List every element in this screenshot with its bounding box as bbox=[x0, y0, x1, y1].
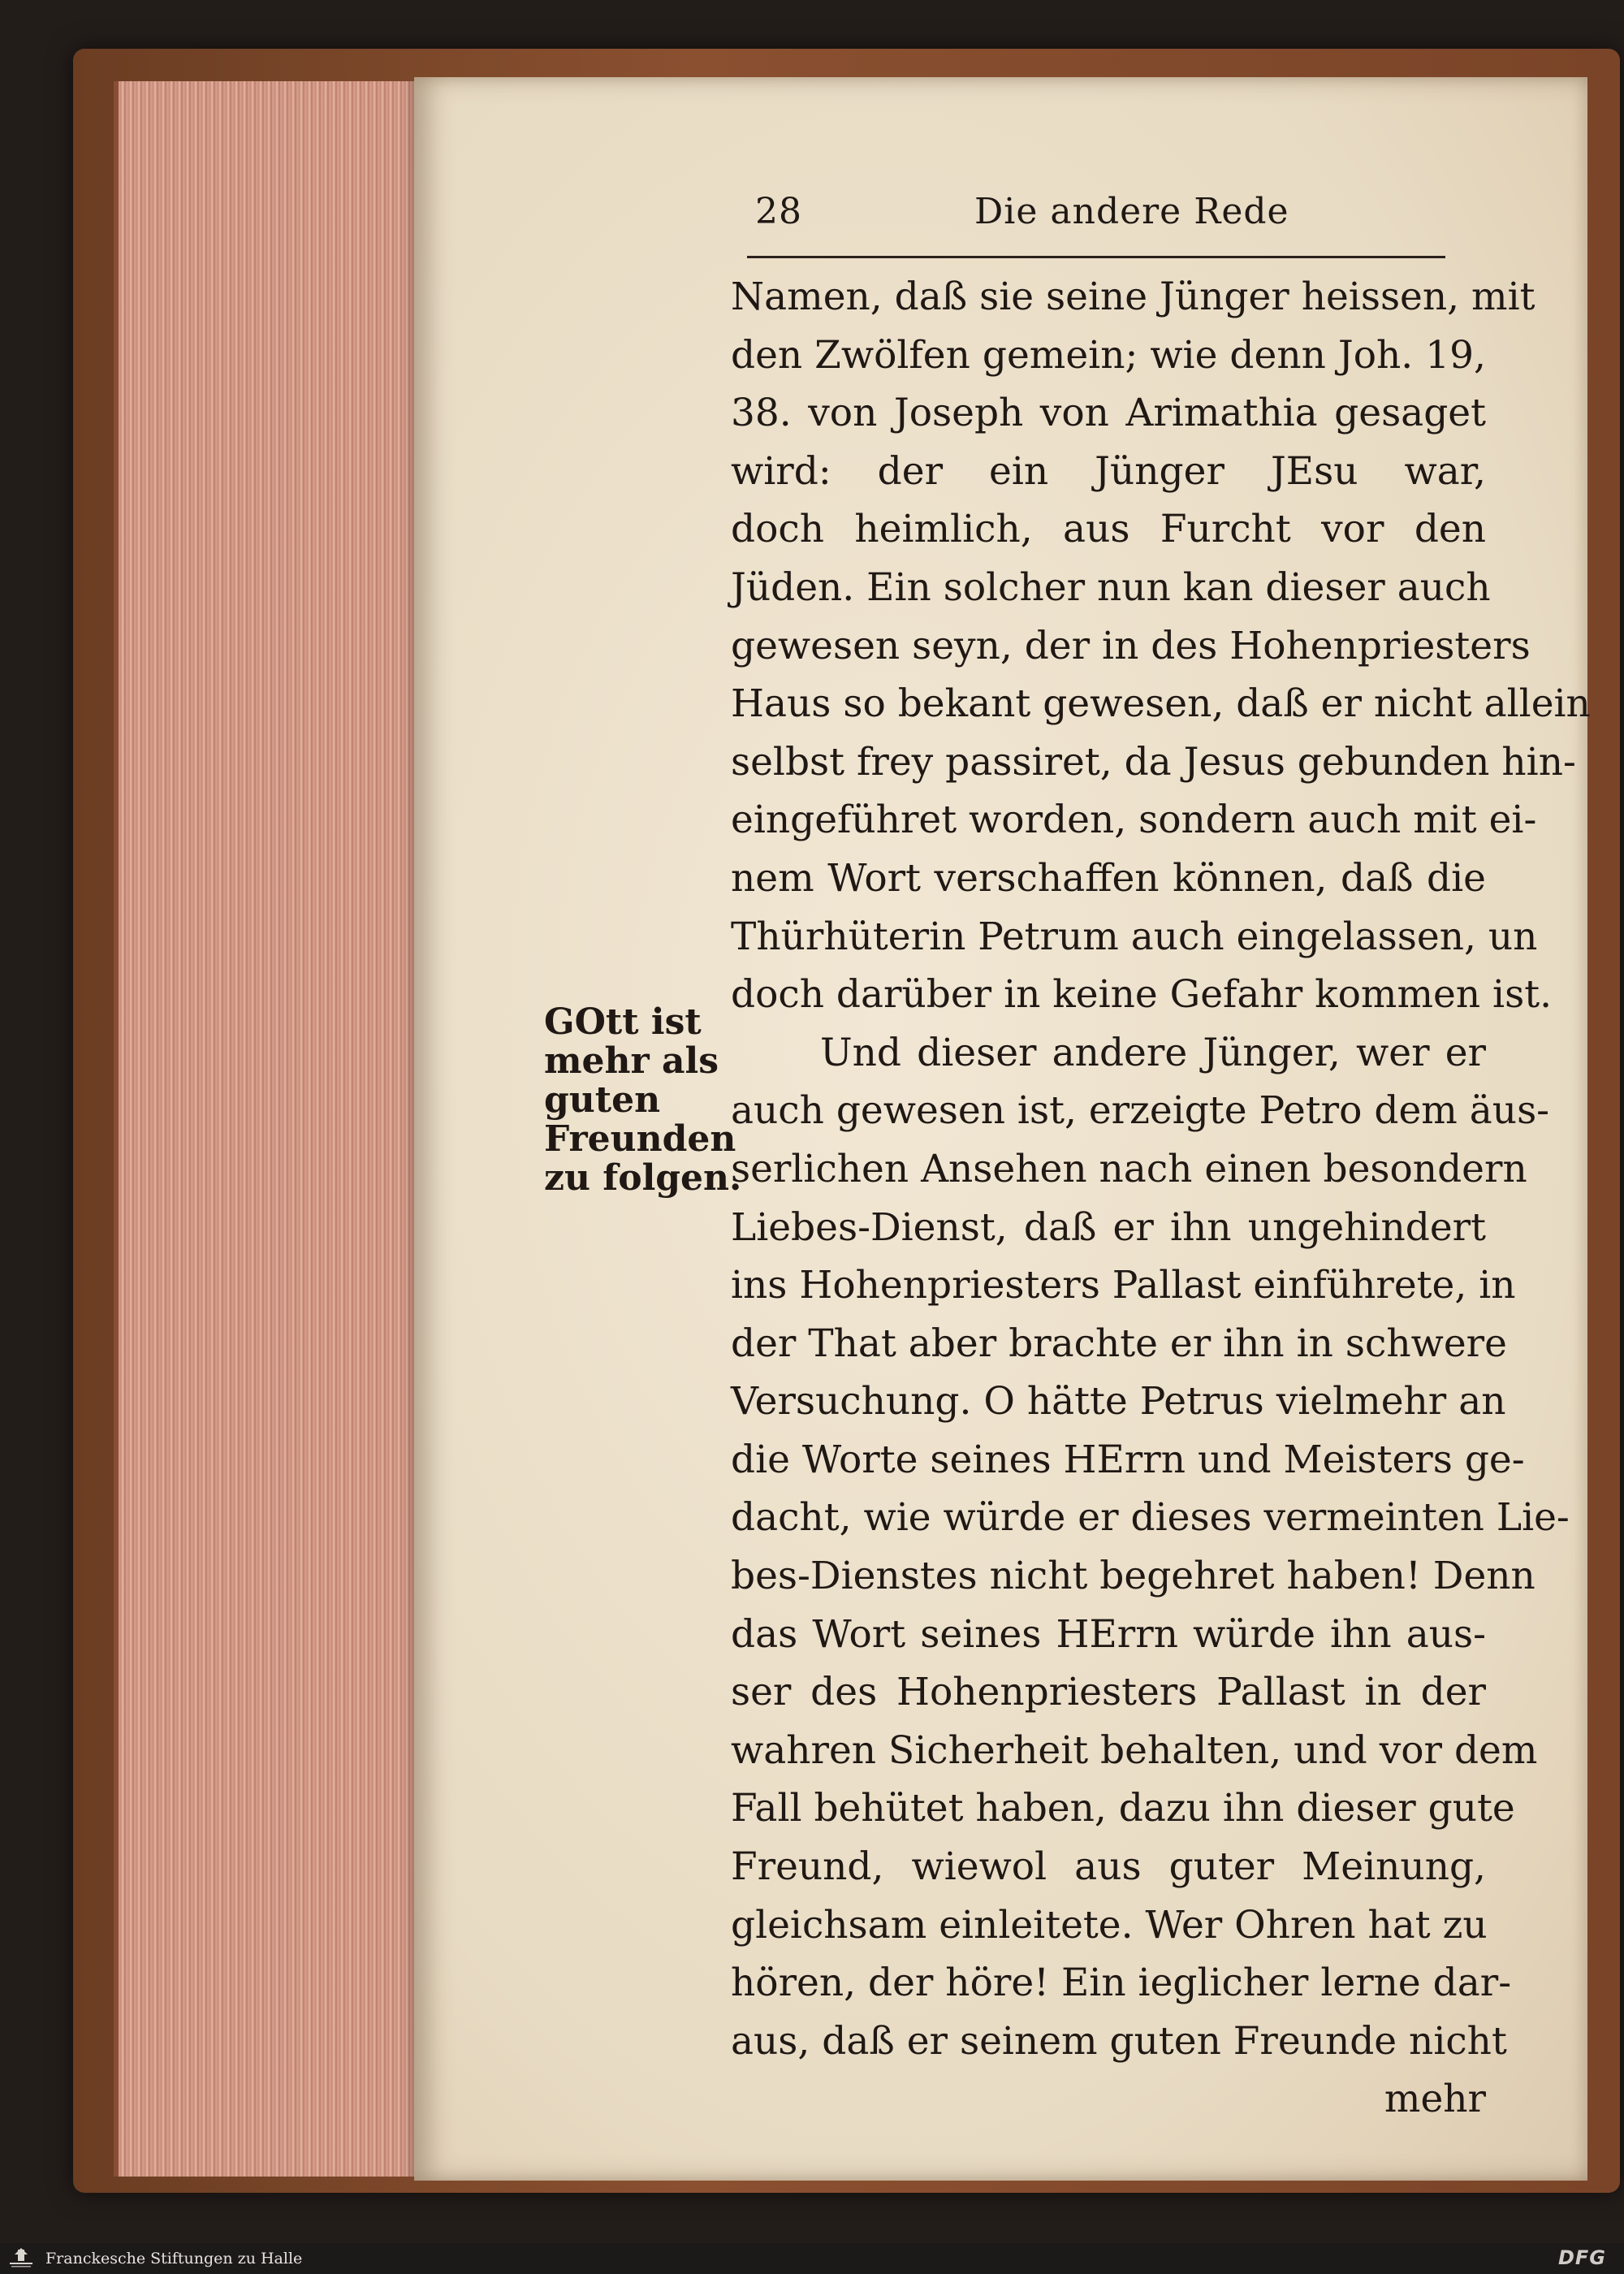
text-line: wahren Sicherheit behalten, und vor dem bbox=[731, 1727, 1538, 1773]
marginal-note-line: mehr als bbox=[544, 1040, 719, 1082]
library-footer bbox=[0, 2243, 1624, 2274]
text-line: Fall behütet haben, dazu ihn dieser gute bbox=[731, 1786, 1515, 1831]
text-line: Freund, wiewol aus guter Meinung, bbox=[731, 1844, 1486, 1890]
running-head bbox=[755, 183, 1356, 240]
running-title: Die andere Rede bbox=[974, 191, 1289, 232]
text-line: wird: der ein Jünger JEsu war, bbox=[731, 448, 1486, 494]
text-line: bes-Dienstes nicht begehret haben! Denn bbox=[731, 1554, 1535, 1599]
text-line: doch darüber in keine Gefahr kommen ist. bbox=[731, 972, 1553, 1018]
text-line: das Wort seines HErrn würde ihn aus- bbox=[731, 1611, 1486, 1657]
text-line: nem Wort verschaffen können, daß die bbox=[731, 855, 1486, 901]
institution-logo-icon bbox=[6, 2248, 36, 2269]
text-line: Liebes-Dienst, daß er ihn ungehindert bbox=[731, 1204, 1486, 1250]
text-line: Haus so bekant gewesen, daß er nicht allein bbox=[731, 681, 1591, 727]
body-text bbox=[731, 268, 1591, 2129]
text-line: Und dieser andere Jünger, wer er bbox=[820, 1030, 1486, 1075]
marginal-note-line: GOtt ist bbox=[544, 1001, 702, 1043]
text-line: hören, der höre! Ein ieglicher lerne dar- bbox=[731, 1961, 1512, 2006]
marginal-note bbox=[544, 1001, 742, 1199]
header-rule bbox=[747, 256, 1445, 262]
text-line: auch gewesen ist, erzeigte Petro dem äus- bbox=[731, 1088, 1550, 1134]
text-line: serlichen Ansehen nach einen besondern bbox=[731, 1146, 1527, 1191]
text-line: ins Hohenpriesters Pallast einführete, in bbox=[731, 1263, 1516, 1308]
text-line: ser des Hohenpriesters Pallast in der bbox=[731, 1670, 1486, 1715]
text-line: 38. von Joseph von Arimathia gesaget bbox=[731, 391, 1486, 436]
text-line: Versuchung. O hätte Petrus vielmehr an bbox=[731, 1379, 1506, 1424]
text-line: eingeführet worden, sondern auch mit ei- bbox=[731, 798, 1537, 843]
marginal-note-line: zu folgen. bbox=[544, 1157, 742, 1199]
text-line: Jüden. Ein solcher nun kan dieser auch bbox=[731, 564, 1491, 610]
text-line: gewesen seyn, der in des Hohenpriesters bbox=[731, 623, 1531, 668]
institution-name: Franckesche Stiftungen zu Halle bbox=[45, 2250, 303, 2268]
page-edges bbox=[114, 81, 427, 2177]
text-line: gleichsam einleitete. Wer Ohren hat zu bbox=[731, 1902, 1488, 1948]
marginal-note-line: guten bbox=[544, 1079, 661, 1121]
dfg-logo: DFG bbox=[1557, 2246, 1606, 2269]
text-line: doch heimlich, aus Furcht vor den bbox=[731, 507, 1486, 552]
text-line: den Zwölfen gemein; wie denn Joh. 19, bbox=[731, 332, 1486, 378]
text-line: die Worte seines HErrn und Meisters ge- bbox=[731, 1437, 1525, 1482]
marginal-note-line: Freunden bbox=[544, 1118, 736, 1160]
text-line: aus, daß er seinem guten Freunde nicht bbox=[731, 2018, 1507, 2064]
page-number: 28 bbox=[755, 191, 802, 232]
text-line: Namen, daß sie seine Jünger heissen, mit bbox=[731, 275, 1535, 319]
book-page bbox=[414, 77, 1591, 2181]
text-line: dacht, wie würde er dieses vermeinten Lie- bbox=[731, 1495, 1570, 1541]
text-line: der That aber brachte er ihn in schwere bbox=[731, 1321, 1507, 1366]
text-line: Thürhüterin Petrum auch eingelassen, un bbox=[731, 914, 1538, 959]
catchword: mehr bbox=[1384, 2077, 1486, 2122]
text-line: selbst frey passiret, da Jesus gebunden hin- bbox=[731, 739, 1576, 785]
